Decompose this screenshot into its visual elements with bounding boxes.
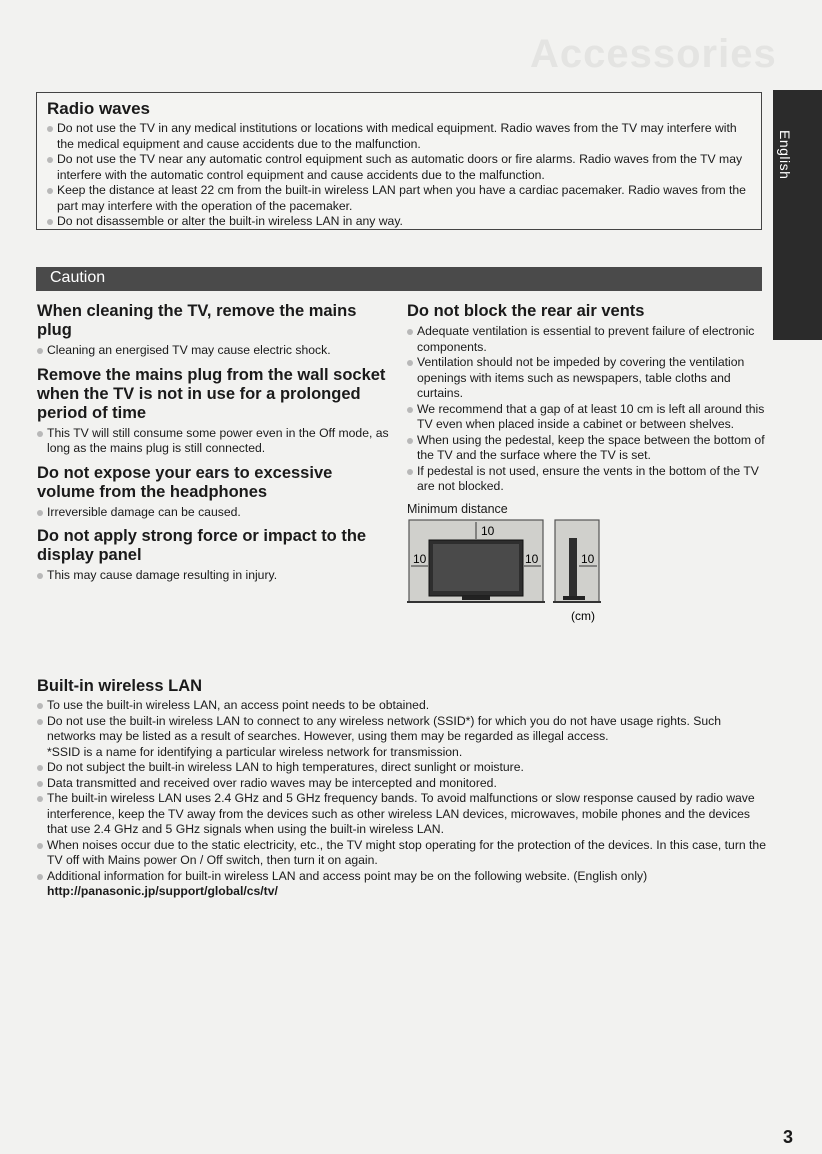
left-distance-label: 10 — [413, 551, 427, 566]
side-distance-label: 10 — [581, 551, 595, 566]
list-item: Cleaning an energised TV may cause electric shock. — [37, 343, 392, 359]
caution-left-column — [37, 302, 392, 591]
list-item: When using the pedestal, keep the space between the bottom of the TV and the surface where the TV is set. — [407, 433, 765, 464]
impact-section — [37, 527, 392, 584]
list-item: Do not subject the built-in wireless LAN to high temperatures, direct sunlight or moisture. — [37, 760, 767, 776]
radio-waves-title: Radio waves — [47, 99, 150, 118]
list-item: Adequate ventilation is essential to prevent failure of electronic components. — [407, 324, 765, 355]
list-item: When noises occur due to the static electricity, etc., the TV might stop operating for the protection of the devices. In this case, turn the TV off with Mains power On / Off switch, then turn it on again. — [37, 838, 767, 869]
section-heading: Do not apply strong force or impact to the display panel — [37, 527, 367, 564]
list-item: This TV will still consume some power even in the Off mode, as long as the mains plug is still connected. — [37, 426, 392, 457]
list-item: Do not disassemble or alter the built-in wireless LAN in any way. — [47, 214, 751, 230]
list-item — [37, 869, 767, 900]
list-item: Data transmitted and received over radio waves may be intercepted and monitored. — [37, 776, 767, 792]
tv-clearance-illustration — [407, 516, 767, 631]
vents-heading: Do not block the rear air vents — [407, 302, 645, 320]
top-distance-label: 10 — [481, 523, 495, 538]
list-item: Irreversible damage can be caused. — [37, 505, 392, 521]
list-item: Keep the distance at least 22 cm from the built-in wireless LAN part when you have a cardiac pacemaker. Radio waves from the part may interfere with the operation of the pacemaker. — [47, 183, 751, 214]
list-item — [37, 714, 767, 761]
radio-waves-box — [36, 92, 762, 230]
list-item: This may cause damage resulting in injury. — [37, 568, 392, 584]
list-item: To use the built-in wireless LAN, an access point needs to be obtained. — [37, 698, 767, 714]
vents-list — [407, 324, 765, 495]
caution-banner — [36, 267, 762, 291]
right-distance-label: 10 — [525, 551, 539, 566]
ssid-note: *SSID is a name for identifying a particular wireless network for transmission. — [47, 744, 463, 759]
list-item-text: Do not use the built-in wireless LAN to connect to any wireless network (SSID*) for which you do not have usage rights. Such networks may be listed as a result of searches. However, using them may be regarded as illegal access. — [47, 713, 722, 743]
min-distance-diagram — [407, 516, 767, 631]
unit-label: (cm) — [571, 608, 595, 623]
radio-waves-list — [47, 121, 751, 230]
section-heading: When cleaning the TV, remove the mains plug — [37, 302, 357, 339]
language-tab-label: English — [777, 130, 793, 180]
list-item: Ventilation should not be impeded by covering the ventilation openings with items such as newspapers, table cloths and curtains. — [407, 355, 765, 402]
list-item: The built-in wireless LAN uses 2.4 GHz and 5 GHz frequency bands. To avoid malfunctions or slow response caused by radio wave interference, keep the TV away from the devices such as other wireless LAN devices, microwaves, mobile phones and the devices that use 2.4 GHz and 5 GHz signals when using the built-in wireless LAN. — [37, 791, 767, 838]
language-tab — [773, 90, 822, 340]
caution-right-column — [407, 302, 765, 631]
list-item: Do not use the TV in any medical institutions or locations with medical equipment. Radio waves from the TV may interfere with the medical equipment and cause accidents due to the malfunction. — [47, 121, 751, 152]
section-heading: Remove the mains plug from the wall socket when the TV is not in use for a prolonged period of time — [37, 365, 386, 422]
wireless-heading: Built-in wireless LAN — [37, 677, 203, 695]
caution-label: Caution — [50, 269, 106, 286]
support-url-link[interactable]: http://panasonic.jp/support/global/cs/tv/ — [47, 884, 278, 898]
cleaning-section — [37, 302, 392, 359]
min-distance-label: Minimum distance — [407, 501, 508, 516]
list-item: Do not use the TV near any automatic control equipment such as automatic doors or fire alarms. Radio waves from the TV may interfere with the automatic control equipment and cause accidents due to the malfunction. — [47, 152, 751, 183]
page-number: 3 — [783, 1127, 794, 1147]
wireless-lan-section — [37, 677, 767, 900]
wireless-list — [37, 698, 767, 900]
ghost-page-title: Accessories — [530, 32, 777, 76]
list-item: If pedestal is not used, ensure the vents in the bottom of the TV are not blocked. — [407, 464, 765, 495]
unplug-section — [37, 366, 392, 457]
section-heading: Do not expose your ears to excessive volume from the headphones — [37, 463, 333, 501]
headphones-section — [37, 464, 392, 521]
list-item-text: Additional information for built-in wireless LAN and access point may be on the following website. (English only) — [47, 868, 648, 883]
tv-side-icon — [569, 538, 577, 596]
list-item: We recommend that a gap of at least 10 cm is left all around this TV even when placed inside a cabinet or between shelves. — [407, 402, 765, 433]
